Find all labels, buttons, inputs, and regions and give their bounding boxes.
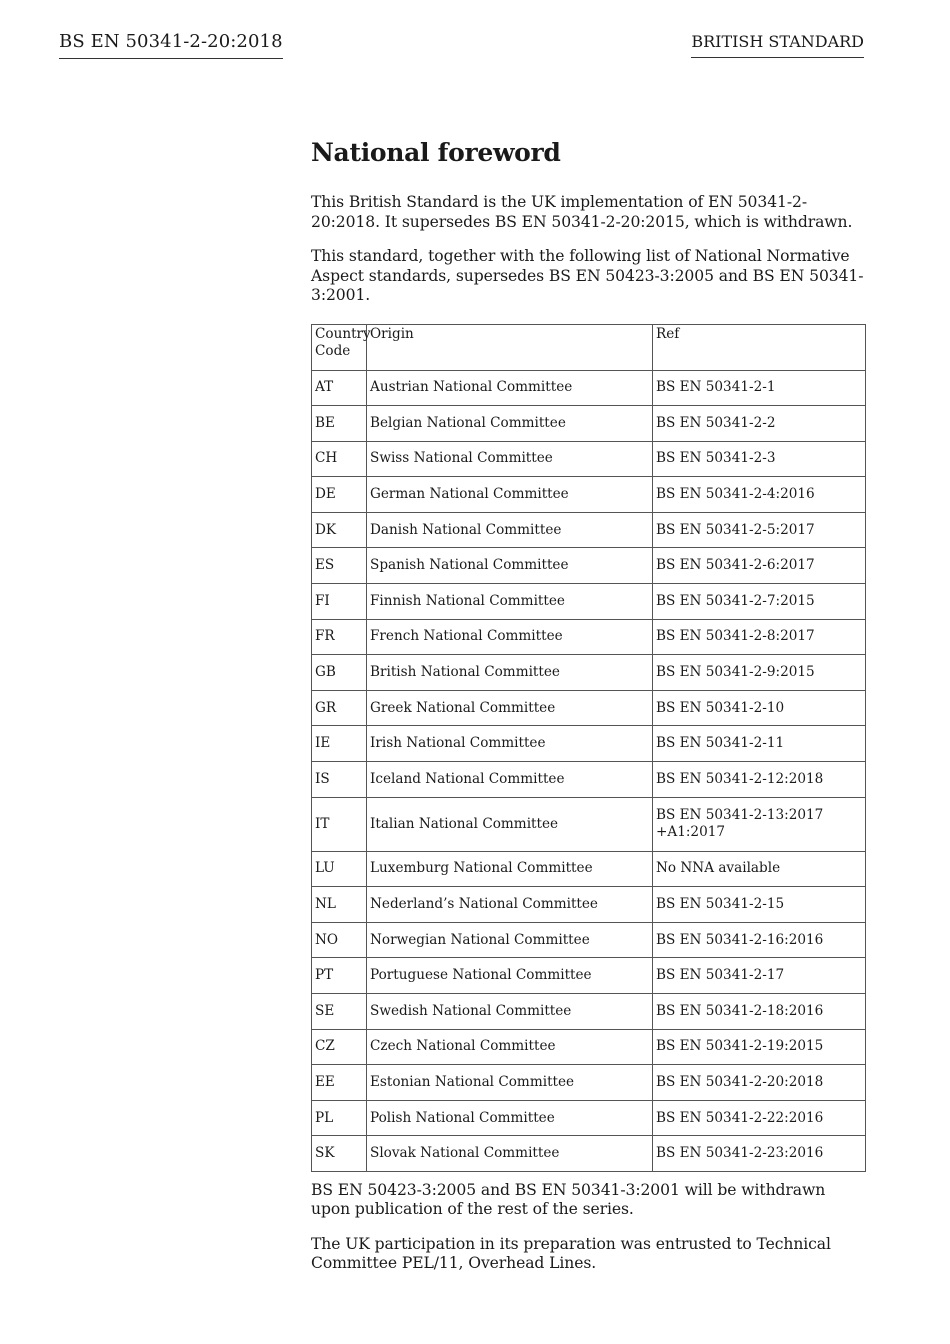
cell-ref: BS EN 50341-2-19:2015: [653, 1029, 866, 1065]
cell-ref: BS EN 50341-2-9:2015: [653, 655, 866, 691]
cell-ref: No NNA available: [653, 851, 866, 887]
cell-country-code: PT: [312, 958, 367, 994]
cell-ref: BS EN 50341-2-13:2017 +A1:2017: [653, 797, 866, 851]
nna-table: [311, 324, 866, 1172]
cell-country-code: CH: [312, 441, 367, 477]
cell-country-code: SE: [312, 994, 367, 1030]
cell-country-code: GB: [312, 655, 367, 691]
cell-country-code: NL: [312, 887, 367, 923]
cell-ref: BS EN 50341-2-10: [653, 690, 866, 726]
cell-ref: BS EN 50341-2-1: [653, 370, 866, 406]
table-row: [312, 370, 866, 406]
cell-origin: Spanish National Committee: [367, 548, 653, 584]
cell-ref: BS EN 50341-2-23:2016: [653, 1136, 866, 1172]
cell-ref: BS EN 50341-2-4:2016: [653, 477, 866, 513]
cell-origin: British National Committee: [367, 655, 653, 691]
table-row: [312, 584, 866, 620]
table-row: [312, 994, 866, 1030]
cell-origin: Portuguese National Committee: [367, 958, 653, 994]
cell-origin: Norwegian National Committee: [367, 922, 653, 958]
table-row: [312, 690, 866, 726]
cell-origin: Irish National Committee: [367, 726, 653, 762]
cell-ref: BS EN 50341-2-2: [653, 406, 866, 442]
cell-country-code: GR: [312, 690, 367, 726]
table-row: [312, 762, 866, 798]
table-row: [312, 726, 866, 762]
cell-origin: Italian National Committee: [367, 797, 653, 851]
cell-country-code: IE: [312, 726, 367, 762]
cell-origin: Greek National Committee: [367, 690, 653, 726]
cell-ref: BS EN 50341-2-22:2016: [653, 1100, 866, 1136]
cell-country-code: PL: [312, 1100, 367, 1136]
cell-origin: Luxemburg National Committee: [367, 851, 653, 887]
cell-ref: BS EN 50341-2-5:2017: [653, 512, 866, 548]
table-row: [312, 441, 866, 477]
header-ref: Ref: [653, 324, 866, 370]
cell-origin: Nederland’s National Committee: [367, 887, 653, 923]
cell-ref: BS EN 50341-2-18:2016: [653, 994, 866, 1030]
standard-label: BRITISH STANDARD: [691, 32, 864, 58]
cell-origin: German National Committee: [367, 477, 653, 513]
cell-origin: Danish National Committee: [367, 512, 653, 548]
table-row: [312, 655, 866, 691]
cell-origin: Swiss National Committee: [367, 441, 653, 477]
cell-country-code: LU: [312, 851, 367, 887]
cell-country-code: IT: [312, 797, 367, 851]
header-origin: Origin: [367, 324, 653, 370]
cell-origin: Polish National Committee: [367, 1100, 653, 1136]
cell-ref: BS EN 50341-2-12:2018: [653, 762, 866, 798]
cell-country-code: CZ: [312, 1029, 367, 1065]
cell-ref: BS EN 50341-2-17: [653, 958, 866, 994]
supersedes-paragraph: This standard, together with the following list of National Normative Aspect standards, supersedes BS EN 50423-3:2005 and BS EN 50341-3:2001.: [311, 247, 864, 304]
cell-ref: BS EN 50341-2-11: [653, 726, 866, 762]
cell-origin: Austrian National Committee: [367, 370, 653, 406]
cell-ref: BS EN 50341-2-15: [653, 887, 866, 923]
table-row: [312, 1065, 866, 1101]
page-title: National foreword: [311, 138, 561, 167]
cell-origin: Iceland National Committee: [367, 762, 653, 798]
cell-origin: Czech National Committee: [367, 1029, 653, 1065]
cell-country-code: DK: [312, 512, 367, 548]
cell-country-code: BE: [312, 406, 367, 442]
cell-country-code: IS: [312, 762, 367, 798]
table-row: [312, 1100, 866, 1136]
cell-country-code: FR: [312, 619, 367, 655]
cell-origin: Swedish National Committee: [367, 994, 653, 1030]
table-row: [312, 477, 866, 513]
table-row: [312, 406, 866, 442]
table-row: [312, 619, 866, 655]
cell-ref: BS EN 50341-2-16:2016: [653, 922, 866, 958]
table-row: [312, 512, 866, 548]
cell-origin: Finnish National Committee: [367, 584, 653, 620]
table-row: [312, 958, 866, 994]
table-row: [312, 548, 866, 584]
cell-country-code: DE: [312, 477, 367, 513]
cell-country-code: NO: [312, 922, 367, 958]
cell-country-code: FI: [312, 584, 367, 620]
cell-origin: Estonian National Committee: [367, 1065, 653, 1101]
table-row: [312, 797, 866, 851]
withdrawal-paragraph: BS EN 50423-3:2005 and BS EN 50341-3:2001 will be withdrawn upon publication of the rest of the series.: [311, 1180, 826, 1219]
table-row: [312, 922, 866, 958]
cell-origin: Belgian National Committee: [367, 406, 653, 442]
committee-paragraph: The UK participation in its preparation was entrusted to Technical Committee PEL/11, Overhead Lines.: [311, 1234, 831, 1273]
table-header-row: [312, 324, 866, 370]
cell-ref: BS EN 50341-2-20:2018: [653, 1065, 866, 1101]
cell-ref: BS EN 50341-2-8:2017: [653, 619, 866, 655]
cell-origin: French National Committee: [367, 619, 653, 655]
cell-ref: BS EN 50341-2-3: [653, 441, 866, 477]
table-row: [312, 1029, 866, 1065]
cell-country-code: SK: [312, 1136, 367, 1172]
table-row: [312, 851, 866, 887]
table-row: [312, 1136, 866, 1172]
cell-country-code: AT: [312, 370, 367, 406]
cell-ref: BS EN 50341-2-6:2017: [653, 548, 866, 584]
cell-ref: BS EN 50341-2-7:2015: [653, 584, 866, 620]
cell-origin: Slovak National Committee: [367, 1136, 653, 1172]
intro-paragraph: This British Standard is the UK implementation of EN 50341-2-20:2018. It supersedes BS EN 50341-2-20:2015, which is withdrawn.: [311, 193, 853, 231]
header-country-code: Country Code: [312, 324, 367, 370]
table-row: [312, 887, 866, 923]
cell-country-code: ES: [312, 548, 367, 584]
cell-country-code: EE: [312, 1065, 367, 1101]
document-id: BS EN 50341-2-20:2018: [59, 31, 283, 59]
foreword-content: [311, 138, 865, 1289]
